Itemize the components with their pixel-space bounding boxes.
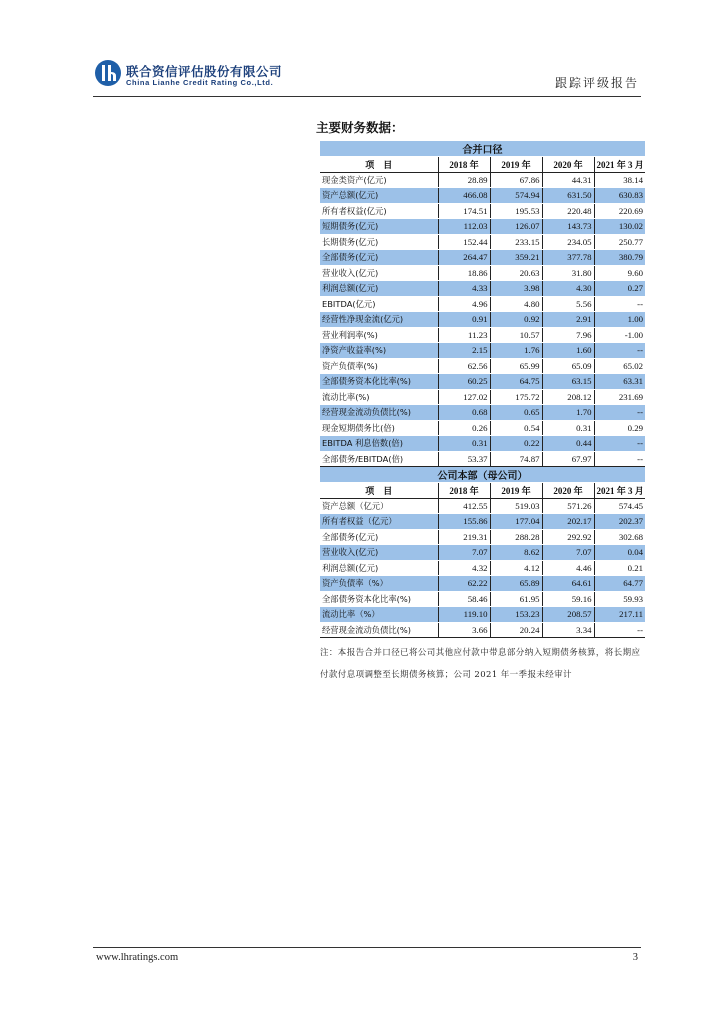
table-cell: 4.80 <box>490 296 542 312</box>
table-cell: 59.93 <box>594 591 645 607</box>
table-cell: 3.66 <box>438 622 490 638</box>
row-label: 营业收入(亿元) <box>320 545 438 561</box>
table-row <box>320 219 645 235</box>
row-label: 营业收入(亿元) <box>320 265 438 281</box>
table-cell: 571.26 <box>542 498 594 514</box>
table-cell: 62.56 <box>438 358 490 374</box>
table-row <box>320 498 645 514</box>
table-cell: 0.91 <box>438 312 490 328</box>
table-cell: 288.28 <box>490 529 542 545</box>
table-cell: 64.61 <box>542 576 594 592</box>
column-header: 2019 年 <box>490 157 542 173</box>
table-row <box>320 560 645 576</box>
row-label: 长期债务(亿元) <box>320 234 438 250</box>
table-cell: 53.37 <box>438 451 490 467</box>
section-title: 主要财务数据： <box>316 120 404 135</box>
table-cell: 0.26 <box>438 420 490 436</box>
page-header <box>93 56 641 98</box>
table-cell: 20.24 <box>490 622 542 638</box>
table-row <box>320 436 645 452</box>
financial-data-table <box>320 141 645 638</box>
footer-divider <box>93 947 641 948</box>
column-header: 2018 年 <box>438 483 490 499</box>
table-cell: 4.46 <box>542 560 594 576</box>
table-cell: 2.15 <box>438 343 490 359</box>
table-cell: 4.30 <box>542 281 594 297</box>
page-number: 3 <box>632 952 638 963</box>
table-row <box>320 234 645 250</box>
table-row <box>320 296 645 312</box>
row-label: 短期债务(亿元) <box>320 219 438 235</box>
table-cell: 58.46 <box>438 591 490 607</box>
row-label: 全部债务(亿元) <box>320 529 438 545</box>
table-cell: -- <box>594 405 645 421</box>
table-cell: 64.77 <box>594 576 645 592</box>
table-cell: 0.31 <box>542 420 594 436</box>
table-cell: 220.69 <box>594 203 645 219</box>
table-cell: 2.91 <box>542 312 594 328</box>
table-row <box>320 451 645 467</box>
row-label: 全部债务/EBITDA(倍) <box>320 451 438 467</box>
table-row <box>320 312 645 328</box>
table-row <box>320 591 645 607</box>
table-row <box>320 529 645 545</box>
row-label: 经营现金流动负债比(%) <box>320 622 438 638</box>
table-cell: 4.32 <box>438 560 490 576</box>
table-cell: 233.15 <box>490 234 542 250</box>
column-header: 2019 年 <box>490 483 542 499</box>
table-row <box>320 188 645 204</box>
report-type: 跟踪评级报告 <box>554 76 639 90</box>
parent-header-row <box>320 483 645 499</box>
row-label: 资产总额(亿元) <box>320 188 438 204</box>
table-row <box>320 576 645 592</box>
row-label: 全部债务(亿元) <box>320 250 438 266</box>
table-cell: -- <box>594 296 645 312</box>
table-cell: 44.31 <box>542 172 594 188</box>
table-cell: 292.92 <box>542 529 594 545</box>
table-cell: 10.57 <box>490 327 542 343</box>
table-cell: 65.89 <box>490 576 542 592</box>
table-cell: 59.16 <box>542 591 594 607</box>
table-row <box>320 172 645 188</box>
table-cell: 631.50 <box>542 188 594 204</box>
table-cell: 74.87 <box>490 451 542 467</box>
table-cell: 65.02 <box>594 358 645 374</box>
table-cell: 8.62 <box>490 545 542 561</box>
table-cell: 65.09 <box>542 358 594 374</box>
table-row <box>320 250 645 266</box>
row-label: EBITDA 利息倍数(倍) <box>320 436 438 452</box>
table-cell: -- <box>594 451 645 467</box>
table-cell: 63.31 <box>594 374 645 390</box>
table-cell: 18.86 <box>438 265 490 281</box>
table-cell: 174.51 <box>438 203 490 219</box>
table-cell: 195.53 <box>490 203 542 219</box>
table-cell: 219.31 <box>438 529 490 545</box>
row-label: 利润总额(亿元) <box>320 560 438 576</box>
table-cell: 60.25 <box>438 374 490 390</box>
table-cell: 67.97 <box>542 451 594 467</box>
table-cell: 62.22 <box>438 576 490 592</box>
row-label: 资产总额（亿元） <box>320 498 438 514</box>
table-cell: 175.72 <box>490 389 542 405</box>
company-name-cn: 联合资信评估股份有限公司 <box>126 64 283 79</box>
row-label: 流动比率（%） <box>320 607 438 623</box>
table-row <box>320 374 645 390</box>
table-cell: 20.63 <box>490 265 542 281</box>
table-row <box>320 281 645 297</box>
table-cell: 0.54 <box>490 420 542 436</box>
table-cell: 65.99 <box>490 358 542 374</box>
table-cell: 152.44 <box>438 234 490 250</box>
table-cell: 5.56 <box>542 296 594 312</box>
table-cell: 0.29 <box>594 420 645 436</box>
table-row <box>320 358 645 374</box>
table-cell: 220.48 <box>542 203 594 219</box>
table-cell: 202.17 <box>542 514 594 530</box>
table-cell: 630.83 <box>594 188 645 204</box>
table-cell: 3.98 <box>490 281 542 297</box>
table-cell: 1.70 <box>542 405 594 421</box>
table-cell: 112.03 <box>438 219 490 235</box>
table-cell: 28.89 <box>438 172 490 188</box>
table-cell: 143.73 <box>542 219 594 235</box>
column-header: 2018 年 <box>438 157 490 173</box>
table-row <box>320 405 645 421</box>
table-row <box>320 343 645 359</box>
row-label: 全部债务资本化比率(%) <box>320 374 438 390</box>
column-header: 2020 年 <box>542 157 594 173</box>
table-cell: 217.11 <box>594 607 645 623</box>
table-cell: 0.27 <box>594 281 645 297</box>
column-header: 项 目 <box>320 483 438 499</box>
table-cell: 153.23 <box>490 607 542 623</box>
table-cell: -1.00 <box>594 327 645 343</box>
table-cell: 64.75 <box>490 374 542 390</box>
table-footnote: 注：本报告合并口径已将公司其他应付款中带息部分纳入短期债务核算，将长期应付款付息项调整至长期债务核算；公司 2021 年一季报未经审计 <box>320 648 641 680</box>
table-cell: 31.80 <box>542 265 594 281</box>
table-cell: 380.79 <box>594 250 645 266</box>
parent-title: 公司本部（母公司） <box>320 467 645 483</box>
table-row <box>320 545 645 561</box>
table-cell: 202.37 <box>594 514 645 530</box>
table-cell: 38.14 <box>594 172 645 188</box>
row-label: 经营性净现金流(亿元) <box>320 312 438 328</box>
footer-website: www.lhratings.com <box>96 952 179 963</box>
row-label: 现金类资产(亿元) <box>320 172 438 188</box>
table-cell: 0.22 <box>490 436 542 452</box>
company-logo-icon <box>95 60 121 86</box>
table-row <box>320 622 645 638</box>
table-cell: 63.15 <box>542 374 594 390</box>
table-cell: 4.96 <box>438 296 490 312</box>
table-row <box>320 265 645 281</box>
row-label: 利润总额(亿元) <box>320 281 438 297</box>
table-cell: 412.55 <box>438 498 490 514</box>
table-cell: 377.78 <box>542 250 594 266</box>
table-cell: 3.34 <box>542 622 594 638</box>
table-cell: 231.69 <box>594 389 645 405</box>
parent-title-row <box>320 467 645 483</box>
column-header: 2021 年 3 月 <box>594 483 645 499</box>
row-label: 现金短期债务比(倍) <box>320 420 438 436</box>
table-row <box>320 514 645 530</box>
row-label: 全部债务资本化比率(%) <box>320 591 438 607</box>
table-cell: -- <box>594 622 645 638</box>
table-cell: 119.10 <box>438 607 490 623</box>
row-label: 所有者权益（亿元） <box>320 514 438 530</box>
table-cell: 302.68 <box>594 529 645 545</box>
table-cell: 126.07 <box>490 219 542 235</box>
table-row <box>320 420 645 436</box>
consolidated-title: 合并口径 <box>320 141 645 157</box>
row-label: 资产负债率（%） <box>320 576 438 592</box>
table-cell: 574.45 <box>594 498 645 514</box>
table-cell: 574.94 <box>490 188 542 204</box>
table-cell: 0.44 <box>542 436 594 452</box>
header-divider <box>93 96 641 97</box>
table-cell: 67.86 <box>490 172 542 188</box>
table-row <box>320 389 645 405</box>
consolidated-header-row <box>320 157 645 173</box>
table-cell: -- <box>594 436 645 452</box>
table-cell: 234.05 <box>542 234 594 250</box>
row-label: EBITDA(亿元) <box>320 296 438 312</box>
table-cell: 264.47 <box>438 250 490 266</box>
table-cell: 177.04 <box>490 514 542 530</box>
table-cell: 359.21 <box>490 250 542 266</box>
row-label: 营业利润率(%) <box>320 327 438 343</box>
table-row <box>320 203 645 219</box>
table-cell: -- <box>594 343 645 359</box>
table-cell: 7.07 <box>542 545 594 561</box>
table-cell: 208.57 <box>542 607 594 623</box>
column-header: 项 目 <box>320 157 438 173</box>
table-cell: 61.95 <box>490 591 542 607</box>
table-cell: 208.12 <box>542 389 594 405</box>
table-cell: 11.23 <box>438 327 490 343</box>
table-row <box>320 327 645 343</box>
table-cell: 7.96 <box>542 327 594 343</box>
table-cell: 1.00 <box>594 312 645 328</box>
column-header: 2020 年 <box>542 483 594 499</box>
table-cell: 0.68 <box>438 405 490 421</box>
company-name-en: China Lianhe Credit Rating Co.,Ltd. <box>126 78 274 87</box>
row-label: 流动比率(%) <box>320 389 438 405</box>
table-cell: 7.07 <box>438 545 490 561</box>
table-cell: 0.04 <box>594 545 645 561</box>
consolidated-title-row <box>320 141 645 157</box>
table-cell: 127.02 <box>438 389 490 405</box>
row-label: 经营现金流动负债比(%) <box>320 405 438 421</box>
column-header: 2021 年 3 月 <box>594 157 645 173</box>
table-cell: 0.21 <box>594 560 645 576</box>
row-label: 资产负债率(%) <box>320 358 438 374</box>
table-cell: 0.31 <box>438 436 490 452</box>
table-cell: 1.60 <box>542 343 594 359</box>
table-cell: 0.65 <box>490 405 542 421</box>
table-cell: 4.33 <box>438 281 490 297</box>
table-cell: 0.92 <box>490 312 542 328</box>
table-row <box>320 607 645 623</box>
table-cell: 1.76 <box>490 343 542 359</box>
row-label: 所有者权益(亿元) <box>320 203 438 219</box>
row-label: 净资产收益率(%) <box>320 343 438 359</box>
table-cell: 466.08 <box>438 188 490 204</box>
table-cell: 130.02 <box>594 219 645 235</box>
table-cell: 4.12 <box>490 560 542 576</box>
table-cell: 9.60 <box>594 265 645 281</box>
table-cell: 519.03 <box>490 498 542 514</box>
table-cell: 155.86 <box>438 514 490 530</box>
table-cell: 250.77 <box>594 234 645 250</box>
